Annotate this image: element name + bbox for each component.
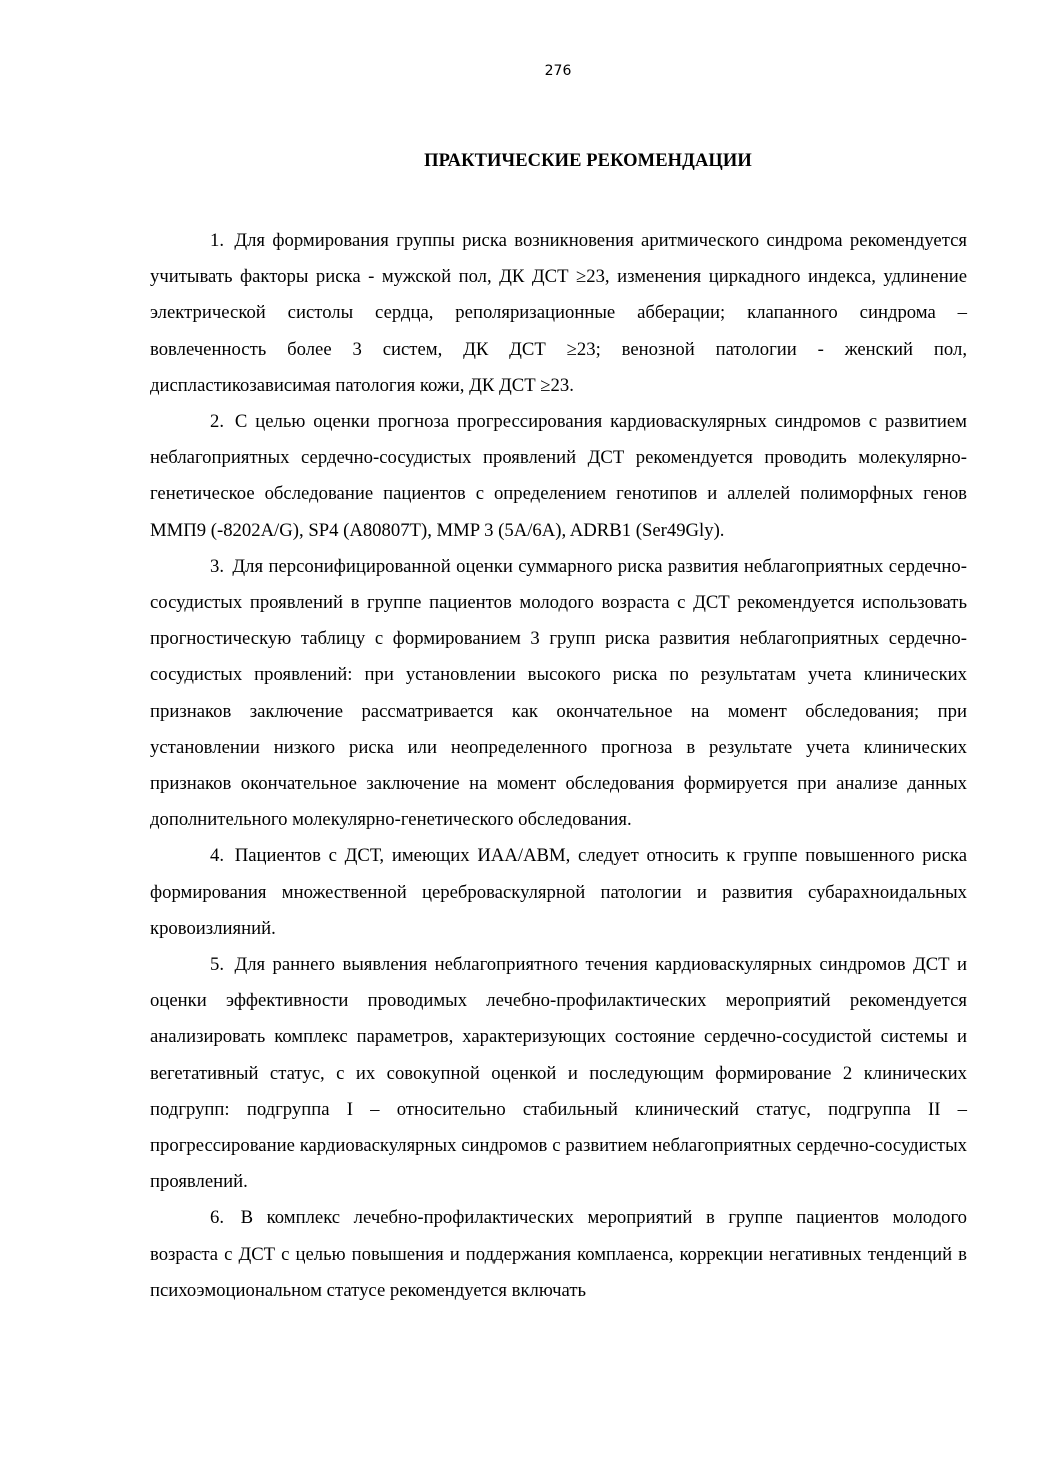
recommendation-text: В комплекс лечебно-профилактических мероприятий в группе пациентов молодого возраста с ДСТ с целью повышения и поддержания комплаенса, коррекции негативных тенденций в психоэмоциональном статусе рекомендуется включать (150, 1207, 968, 1301)
recommendation-number: 2. (210, 411, 225, 433)
recommendation-2 (150, 404, 967, 549)
recommendation-5 (150, 947, 967, 1200)
recommendation-text: Пациентов с ДСТ, имеющих ИАА/АВМ, следует относить к группе повышенного риска формирования множественной цереброваскулярной патологии и развития субарахноидальных кровоизлияний. (150, 845, 968, 939)
recommendation-text: Для формирования группы риска возникновения аритмического синдрома рекомендуется учитывать факторы риска - мужской пол, ДК ДСТ ≥23, изменения циркадного индекса, удлинение электрической систолы сердца, реполяризационные абберации; клапанного синдрома – вовлеченность более 3 систем, ДК ДСТ ≥23; венозной патологии - женский пол, диспластикозависимая патология кожи, ДК ДСТ ≥23. (150, 230, 967, 396)
page-title: ПРАКТИЧЕСКИЕ РЕКОМЕНДАЦИИ (424, 151, 752, 171)
recommendations-list (150, 223, 967, 1309)
recommendation-3 (150, 549, 967, 839)
recommendation-text: С целью оценки прогноза прогрессирования кардиоваскулярных синдромов с развитием неблагоприятных сердечно-сосудистых проявлений ДСТ рекомендуется проводить молекулярно-генетическое обследование пациентов с определением генотипов и аллелей полиморфных генов ММП9 (-8202A/G), SP4 (A80807T), MMP 3 (5A/6A), ADRB1 (Ser49Gly). (150, 411, 967, 541)
recommendation-number: 4. (210, 845, 225, 867)
recommendation-text: Для персонифицированной оценки суммарного риска развития неблагоприятных сердечно-сосудистых проявлений в группе пациентов молодого возраста с ДСТ рекомендуется использовать прогностическую таблицу с формированием 3 групп риска развития неблагоприятных сердечно-сосудистых проявлений: при установлении высокого риска по результатам учета клинических признаков заключение рассматривается как окончательное на момент обследования; при установлении низкого риска или неопределенного прогноза в результате учета клинических признаков окончательное заключение на момент обследования формируется при анализе данных дополнительного молекулярно-генетического обследования. (150, 555, 967, 831)
recommendation-4 (150, 838, 967, 947)
recommendation-number: 1. (210, 230, 225, 251)
recommendation-number: 3. (210, 555, 225, 577)
recommendation-number: 5. (210, 954, 225, 976)
recommendation-6 (150, 1200, 967, 1309)
recommendation-number: 6. (210, 1207, 225, 1229)
recommendation-1 (150, 223, 967, 404)
recommendation-text: Для раннего выявления неблагоприятного течения кардиоваскулярных синдромов ДСТ и оценки эффективности проводимых лечебно-профилактических мероприятий рекомендуется анализировать комплекс параметров, характеризующих состояние сердечно-сосудистой системы и вегетативный статус, с их совокупной оценкой и последующим формирование 2 клинических подгрупп: подгруппа I – относительно стабильный клинический статус, подгруппа II – прогрессирование кардиоваскулярных синдромов с развитием неблагоприятных сердечно-сосудистых проявлений. (150, 954, 967, 1193)
page-number: 276 (544, 63, 572, 79)
